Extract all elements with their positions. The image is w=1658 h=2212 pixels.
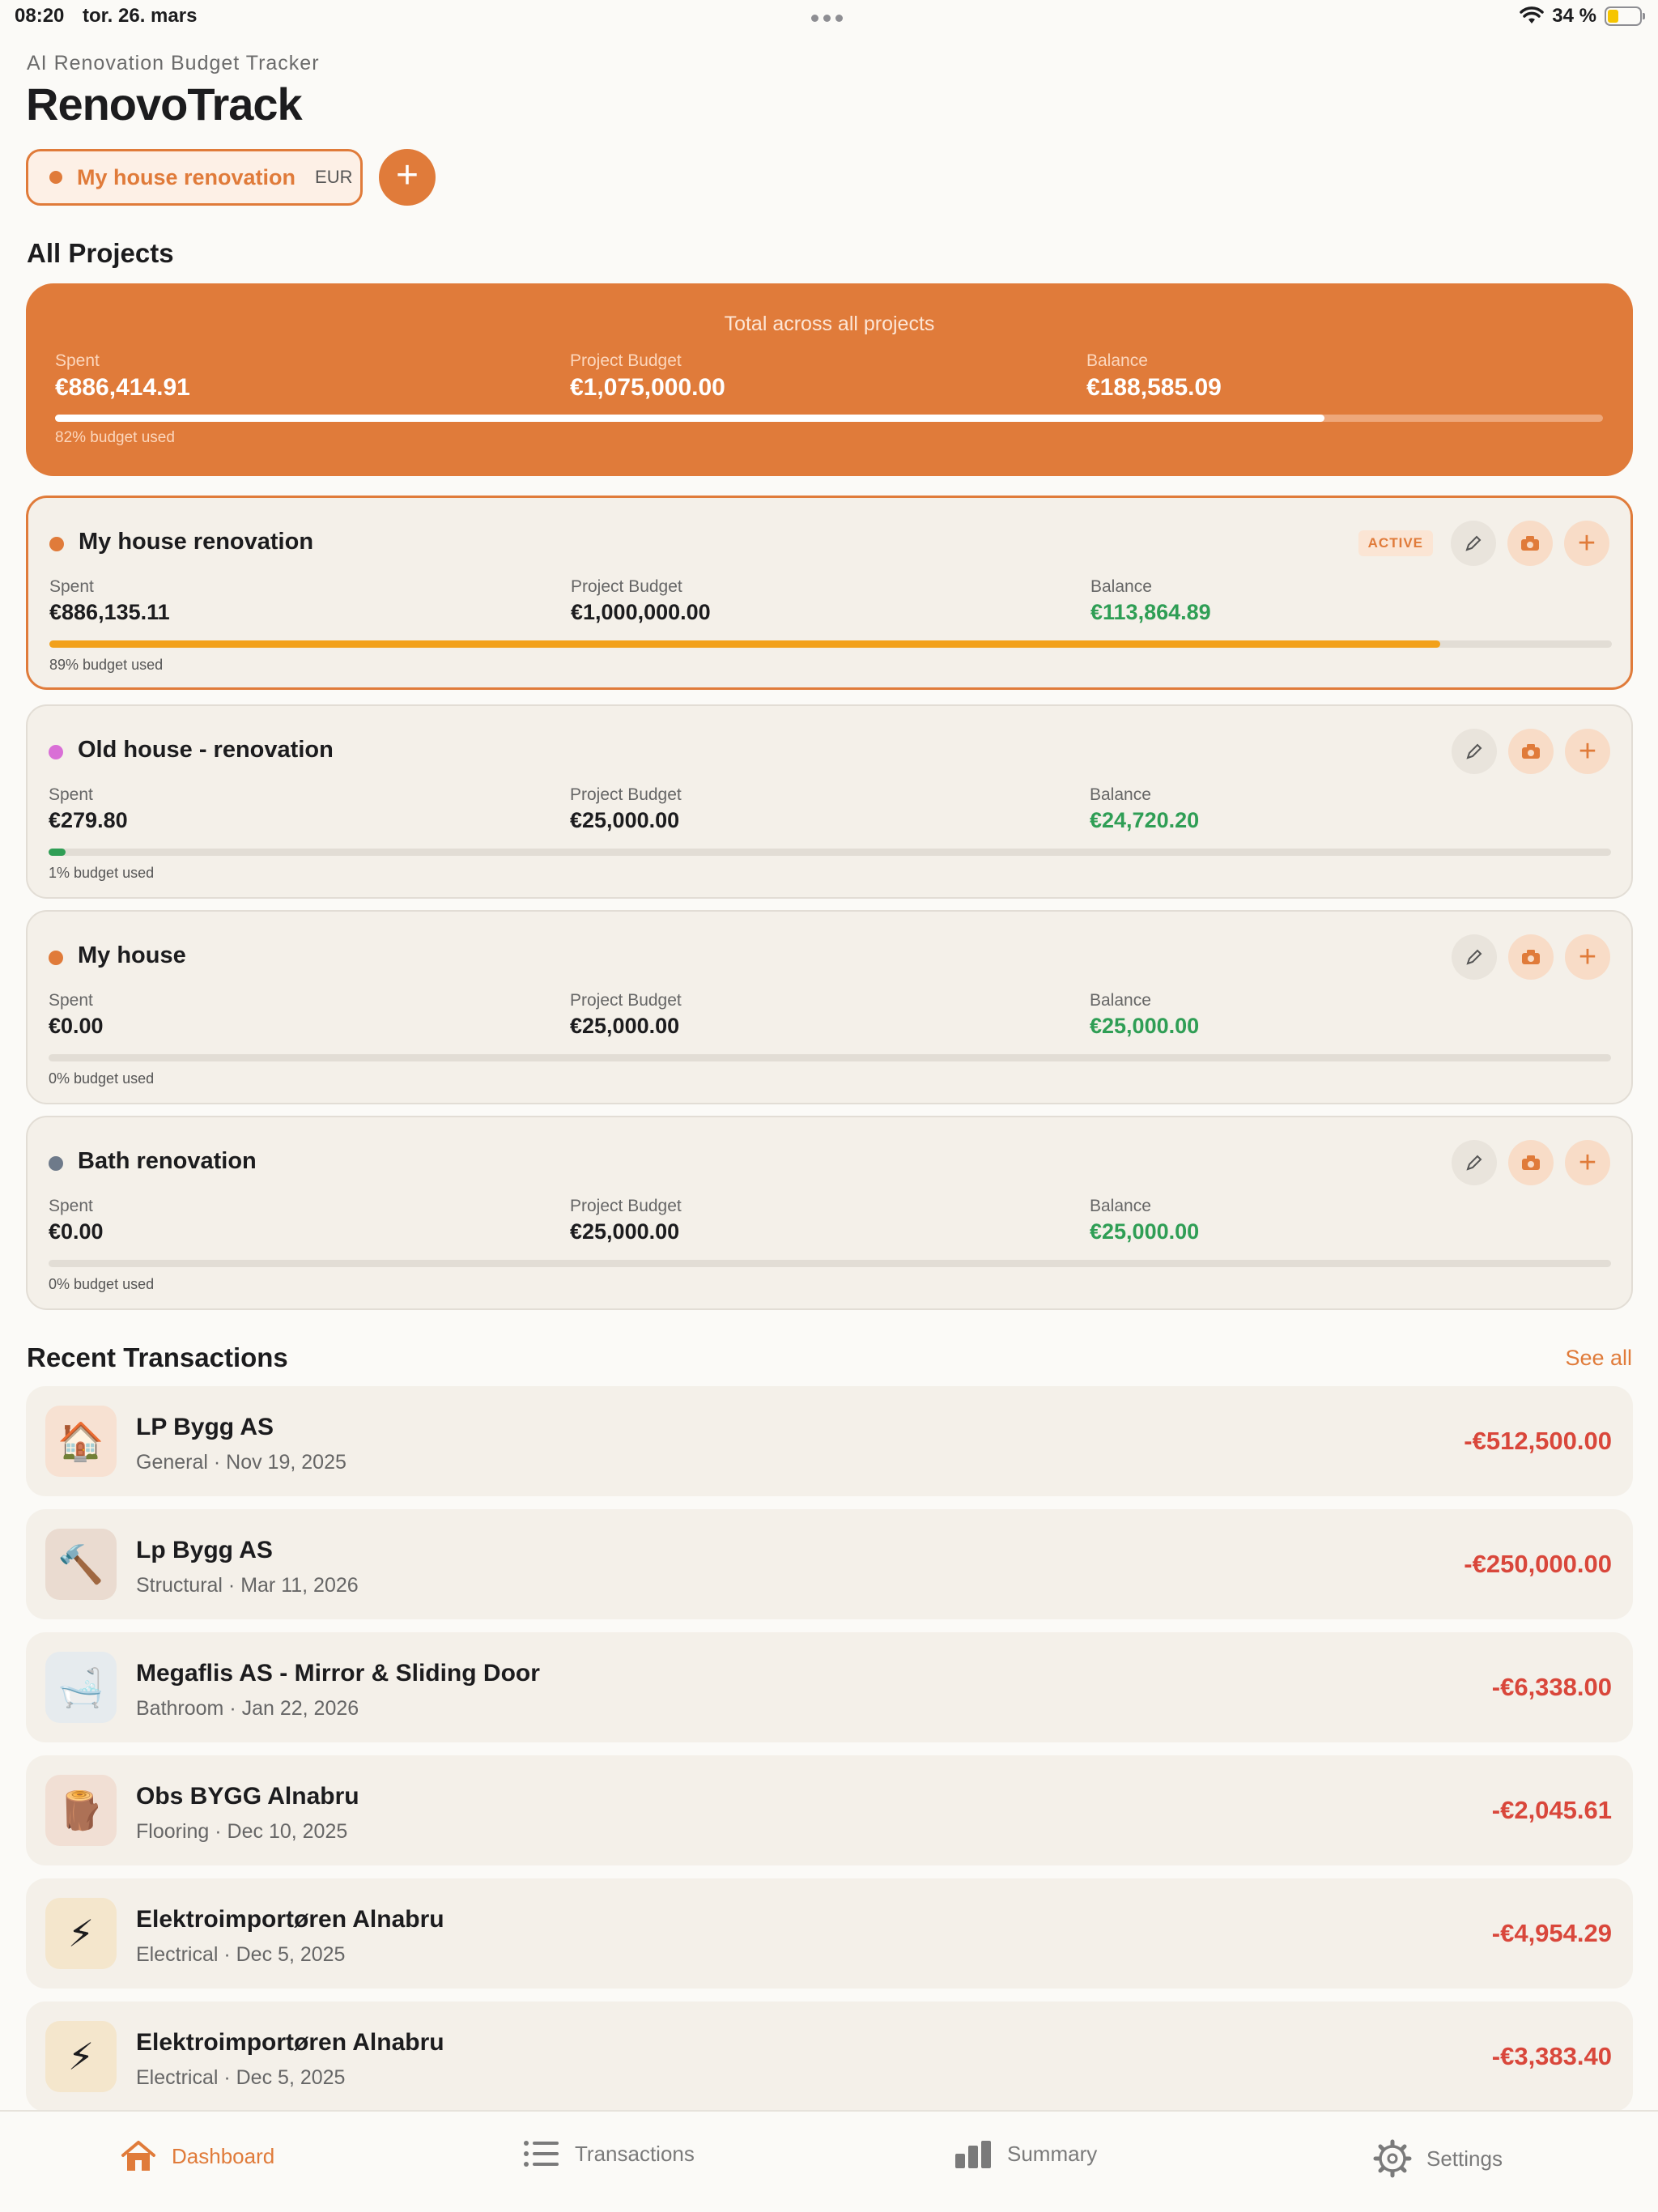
transaction-amount: -€250,000.00 [1464, 1550, 1612, 1578]
camera-icon [1520, 742, 1541, 760]
spent-value: €886,135.11 [49, 600, 170, 624]
transaction-meta: Electrical · Dec 5, 2025 [136, 1943, 346, 1966]
project-color-dot [49, 171, 62, 184]
balance-value: €113,864.89 [1090, 600, 1211, 624]
status-bar [0, 0, 1658, 36]
wifi-icon [1520, 6, 1544, 26]
budget-label: Project Budget [570, 785, 682, 804]
transaction-vendor: Elektroimportøren Alnabru [136, 2029, 444, 2056]
budget-label: Project Budget [571, 577, 682, 596]
camera-icon [1520, 948, 1541, 966]
bathtub-icon: 🛁 [45, 1652, 117, 1723]
balance-label: Balance [1090, 577, 1152, 596]
project-color-dot [49, 1156, 63, 1171]
add-expense-button[interactable]: + [1565, 934, 1610, 980]
transaction-vendor: Megaflis AS - Mirror & Sliding Door [136, 1660, 540, 1687]
total-budget [570, 351, 725, 402]
project-spent [49, 1197, 104, 1244]
total-spent-value: €886,414.91 [55, 374, 190, 401]
total-balance [1086, 351, 1222, 402]
budget-used-text: 1% budget used [49, 865, 155, 881]
budget-value: €25,000.00 [570, 1014, 680, 1038]
edit-project-button[interactable] [1452, 934, 1497, 980]
budget-value: €25,000.00 [570, 808, 680, 832]
add-expense-button[interactable]: + [1565, 729, 1610, 774]
project-budget [570, 1197, 682, 1244]
pencil-icon [1464, 534, 1483, 553]
app-subtitle: AI Renovation Budget Tracker [27, 52, 320, 74]
project-balance [1090, 785, 1199, 833]
balance-value: €25,000.00 [1090, 1014, 1200, 1038]
active-badge: ACTIVE [1358, 530, 1433, 556]
project-budget [570, 991, 682, 1039]
scan-receipt-button[interactable] [1508, 729, 1554, 774]
project-card[interactable] [26, 496, 1633, 690]
project-spent [49, 785, 128, 833]
lightning-icon: ⚡ [45, 2021, 117, 2092]
transaction-vendor: LP Bygg AS [136, 1414, 274, 1440]
project-progress-bar [49, 1260, 1611, 1267]
camera-icon [1520, 1154, 1541, 1172]
list-icon [523, 2139, 560, 2168]
tab-transactions-label: Transactions [575, 2141, 695, 2166]
project-color-dot [49, 537, 64, 551]
project-spent [49, 577, 170, 625]
spent-label: Spent [49, 1197, 93, 1215]
wood-logs-icon: 🪵 [45, 1775, 117, 1846]
transaction-meta: Bathroom · Jan 22, 2026 [136, 1697, 359, 1720]
budget-used-text: 89% budget used [49, 657, 164, 673]
project-spent [49, 991, 104, 1039]
spent-label: Spent [49, 991, 93, 1010]
balance-value: €24,720.20 [1090, 808, 1200, 832]
tab-dashboard[interactable] [120, 2139, 274, 2173]
budget-value: €1,000,000.00 [571, 600, 711, 624]
scan-receipt-button[interactable] [1508, 1140, 1554, 1185]
house-icon [120, 2139, 157, 2173]
project-progress-bar [49, 640, 1612, 648]
project-name: My house [78, 942, 186, 968]
spent-value: €0.00 [49, 1014, 104, 1038]
battery-percent: 34 % [1552, 5, 1596, 27]
multitasking-dots-icon[interactable] [811, 15, 843, 22]
project-name: My house renovation [79, 529, 314, 555]
total-budget-label: Project Budget [570, 351, 682, 370]
gear-icon [1373, 2139, 1412, 2178]
project-card[interactable] [26, 910, 1633, 1104]
balance-label: Balance [1090, 991, 1151, 1010]
budget-used-text: 0% budget used [49, 1070, 155, 1087]
total-summary-card [26, 283, 1633, 476]
transaction-vendor: Lp Bygg AS [136, 1537, 273, 1563]
total-used-text: 82% budget used [55, 429, 175, 446]
transaction-row[interactable] [26, 1386, 1633, 1496]
transaction-amount: -€3,383.40 [1491, 2042, 1612, 2070]
budget-value: €25,000.00 [570, 1219, 680, 1244]
add-project-button[interactable]: + [379, 149, 436, 206]
transaction-amount: -€2,045.61 [1491, 1796, 1612, 1824]
spent-value: €279.80 [49, 808, 128, 832]
status-time: 08:20 [15, 5, 65, 27]
transaction-row[interactable] [26, 1632, 1633, 1742]
transaction-row[interactable] [26, 2001, 1633, 2112]
scan-receipt-button[interactable] [1507, 521, 1553, 566]
tab-summary-label: Summary [1007, 2141, 1098, 2166]
project-color-dot [49, 745, 63, 759]
project-balance [1090, 577, 1211, 625]
project-progress-bar [49, 849, 1611, 856]
transaction-meta: General · Nov 19, 2025 [136, 1451, 346, 1474]
all-projects-title: All Projects [27, 238, 174, 268]
scan-receipt-button[interactable] [1508, 934, 1554, 980]
camera-icon [1520, 534, 1541, 552]
transaction-row[interactable] [26, 1509, 1633, 1619]
pencil-icon [1465, 742, 1484, 761]
transaction-amount: -€6,338.00 [1491, 1673, 1612, 1701]
project-budget [570, 785, 682, 833]
tab-summary[interactable] [954, 2139, 1097, 2168]
edit-project-button[interactable] [1452, 729, 1497, 774]
tab-settings[interactable] [1373, 2139, 1503, 2178]
spent-label: Spent [49, 577, 94, 596]
total-progress-bar [55, 415, 1603, 422]
total-spent [55, 351, 190, 402]
edit-project-button[interactable] [1451, 521, 1496, 566]
lightning-icon: ⚡ [45, 1898, 117, 1969]
status-date: tor. 26. mars [83, 5, 198, 27]
edit-project-button[interactable] [1452, 1140, 1497, 1185]
tab-bar [0, 2110, 1658, 2212]
balance-value: €25,000.00 [1090, 1219, 1200, 1244]
pencil-icon [1465, 947, 1484, 967]
spent-label: Spent [49, 785, 93, 804]
project-balance [1090, 1197, 1199, 1244]
spent-value: €0.00 [49, 1219, 104, 1244]
status-right [1520, 5, 1642, 28]
recent-transactions-title: Recent Transactions [27, 1342, 288, 1372]
bar-chart-icon [954, 2139, 993, 2168]
project-card[interactable] [26, 704, 1633, 899]
transaction-row[interactable] [26, 1878, 1633, 1989]
transaction-amount: -€4,954.29 [1491, 1919, 1612, 1947]
battery-icon [1605, 6, 1642, 26]
transaction-vendor: Obs BYGG Alnabru [136, 1783, 359, 1810]
transaction-meta: Flooring · Dec 10, 2025 [136, 1820, 348, 1843]
add-expense-button[interactable]: + [1564, 521, 1609, 566]
tab-transactions[interactable] [523, 2139, 695, 2168]
total-balance-label: Balance [1086, 351, 1148, 370]
project-selector-name: My house renovation [77, 164, 296, 189]
project-name: Bath renovation [78, 1148, 257, 1174]
tab-dashboard-label: Dashboard [172, 2143, 275, 2168]
project-card[interactable] [26, 1116, 1633, 1310]
transaction-meta: Structural · Mar 11, 2026 [136, 1574, 359, 1597]
balance-label: Balance [1090, 785, 1151, 804]
see-all-link[interactable]: See all [1565, 1346, 1632, 1370]
pencil-icon [1465, 1153, 1484, 1172]
total-heading: Total across all projects [724, 313, 935, 335]
transaction-row[interactable] [26, 1755, 1633, 1865]
transaction-amount: -€512,500.00 [1464, 1427, 1612, 1455]
project-balance [1090, 991, 1199, 1039]
total-spent-label: Spent [55, 351, 100, 370]
hammer-icon: 🔨 [45, 1529, 117, 1600]
budget-label: Project Budget [570, 991, 682, 1010]
budget-used-text: 0% budget used [49, 1276, 155, 1292]
total-budget-value: €1,075,000.00 [570, 374, 725, 401]
project-selector-currency: EUR [315, 167, 353, 187]
transaction-vendor: Elektroimportøren Alnabru [136, 1906, 444, 1933]
project-color-dot [49, 951, 63, 965]
app-title: RenovoTrack [26, 79, 302, 130]
project-progress-bar [49, 1054, 1611, 1061]
house-icon: 🏠 [45, 1406, 117, 1477]
transaction-meta: Electrical · Dec 5, 2025 [136, 2066, 346, 2089]
tab-settings-label: Settings [1426, 2146, 1503, 2171]
budget-label: Project Budget [570, 1197, 682, 1215]
total-balance-value: €188,585.09 [1086, 374, 1222, 401]
project-selector[interactable] [26, 149, 363, 206]
balance-label: Balance [1090, 1197, 1151, 1215]
project-name: Old house - renovation [78, 737, 334, 763]
add-expense-button[interactable]: + [1565, 1140, 1610, 1185]
project-budget [571, 577, 711, 625]
